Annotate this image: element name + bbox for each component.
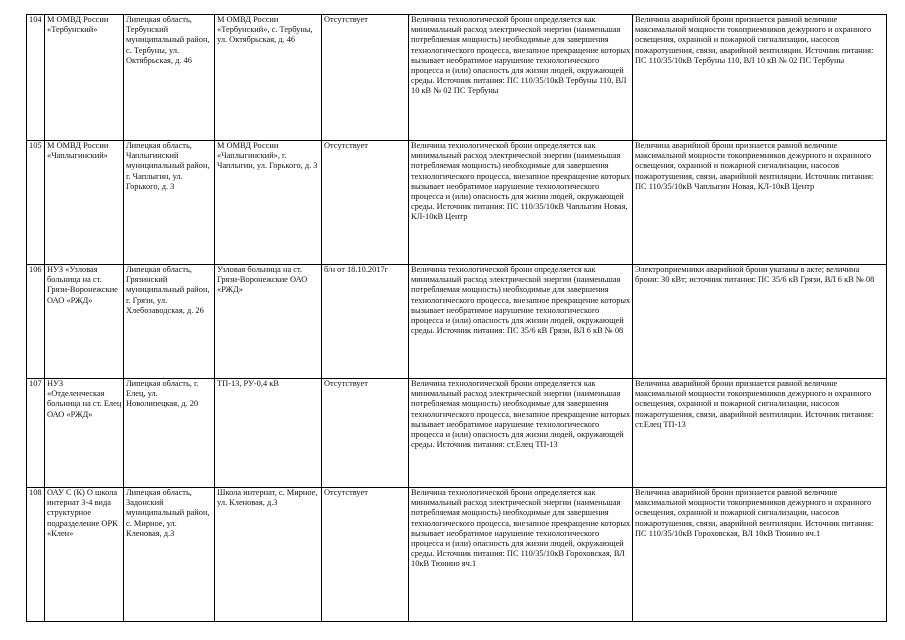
power-object: Узловая больница на ст. Грязи-Воронежские ОАО «РЖД» bbox=[215, 265, 322, 379]
act-info: Отсутствует bbox=[322, 379, 409, 488]
reservation-table bbox=[26, 14, 887, 622]
consumer-address: Липецкая область, Чаплыгинский муниципальный район, г. Чаплыгин, ул. Горького, д. 3 bbox=[124, 141, 215, 265]
table-row bbox=[27, 141, 887, 265]
row-number: 107 bbox=[27, 379, 45, 488]
power-object: М ОМВД России «Тербунский», с. Тербуны, ул. Октябрьская, д. 46 bbox=[215, 15, 322, 141]
technological-reserve: Величина технологической брони определяется как минимальный расход электрической энергии (наименьшая потребляемая мощность) необходимые для завершения технологического процесса, внезапное прекращение которых вызывает необратимое нарушение технологического процесса и (или) опасность для жизни людей, окружающей среды. Источник питания: ПС 110/35/10кВ Гороховская, ВЛ 10кВ Тюнино яч.1 bbox=[409, 488, 633, 622]
consumer-address: Липецкая область, Задонский муниципальный район, с. Мирное, ул. Кленовая, д.3 bbox=[124, 488, 215, 622]
consumer-name: М ОМВД России «Чаплыгинский» bbox=[45, 141, 124, 265]
emergency-reserve: Величина аварийной брони признается равной величине максимальной мощности токоприемников дежурного и охранного освещения, охранной и пожарной сигнализации, насосов пожаротушения, связи, аварийной вентиляции. Источник питания: ПС 110/35/10кВ Тербуны 110, ВЛ 10 кВ № 02 ПС Тербуны bbox=[633, 15, 887, 141]
power-object: ТП-13, РУ-0,4 кВ bbox=[215, 379, 322, 488]
row-number: 104 bbox=[27, 15, 45, 141]
consumer-address: Липецкая область, Грязинский муниципальный район, г. Грязи, ул. Хлебозаводская, д. 26 bbox=[124, 265, 215, 379]
technological-reserve: Величина технологической брони определяется как минимальный расход электрической энергии (наименьшая потребляемая мощность) необходимые для завершения технологического процесса, внезапное прекращение которых вызывает необратимое нарушение технологического процесса и (или) опасность для жизни людей, окружающей среды. Источник питания: ст.Елец ТП-13 bbox=[409, 379, 633, 488]
row-number: 106 bbox=[27, 265, 45, 379]
power-object: М ОМВД России «Чаплыгинский», г. Чаплыгин, ул. Горького, д. 3 bbox=[215, 141, 322, 265]
act-info: Отсутствует bbox=[322, 488, 409, 622]
technological-reserve: Величина технологической брони определяется как минимальный расход электрической энергии (наименьшая потребляемая мощность) необходимые для завершения технологического процесса, внезапное прекращение которых вызывает необратимое нарушение технологического процесса и (или) опасность для жизни людей, окружающей среды. Источник питания: ПС 110/35/10кВ Чаплыгин Новая, КЛ-10кВ Центр bbox=[409, 141, 633, 265]
row-number: 105 bbox=[27, 141, 45, 265]
consumer-name: М ОМВД России «Тербунский» bbox=[45, 15, 124, 141]
technological-reserve: Величина технологической брони определяется как минимальный расход электрической энергии (наименьшая потребляемая мощность) необходимые для завершения технологического процесса, внезапное прекращение которых вызывает необратимое нарушение технологического процесса и (или) опасность для жизни людей, окружающей среды. Источник питания: ПС 110/35/10кВ Тербуны 110, ВЛ 10 кВ № 02 ПС Тербуны bbox=[409, 15, 633, 141]
row-number: 108 bbox=[27, 488, 45, 622]
act-info: б/н от 18.10.2017г bbox=[322, 265, 409, 379]
consumer-name: НУЗ «Узловая больница на ст. Грязи-Воронежские ОАО «РЖД» bbox=[45, 265, 124, 379]
table-row bbox=[27, 488, 887, 622]
power-object: Школа интернат, с. Мирное, ул. Кленовая, д.3 bbox=[215, 488, 322, 622]
act-info: Отсутствует bbox=[322, 141, 409, 265]
table-row bbox=[27, 379, 887, 488]
emergency-reserve: Электроприемники аварийной брони указаны в акте; величина брони: 30 кВт; источник питания: ПС 35/6 кВ Грязи, ВЛ 6 кВ № 08 bbox=[633, 265, 887, 379]
consumer-name: ОАУ С (К) О школа интернат 3-4 вида структурное подразделение ОРК «Клен» bbox=[45, 488, 124, 622]
table-row bbox=[27, 15, 887, 141]
consumer-address: Липецкая область, Тербунский муниципальный район, с. Тербуны, ул. Октябрьская, д. 46 bbox=[124, 15, 215, 141]
table-row bbox=[27, 265, 887, 379]
emergency-reserve: Величина аварийной брони признается равной величине максимальной мощности токоприемников дежурного и охранного освещения, охранной и пожарной сигнализации, насосов пожаротушения, связи, аварийной вентиляции. Источник питания: ПС 110/35/10кВ Чаплыгин Новая, КЛ-10кВ Центр bbox=[633, 141, 887, 265]
emergency-reserve: Величина аварийной брони признается равной величине максимальной мощности токоприемников дежурного и охранного освещения, охранной и пожарной сигнализации, насосов пожаротушения, связи, аварийной вентиляции. Источник питания: ст.Елец ТП-13 bbox=[633, 379, 887, 488]
consumer-address: Липецкая область, г. Елец, ул. Новолипецкая, д. 20 bbox=[124, 379, 215, 488]
act-info: Отсутствует bbox=[322, 15, 409, 141]
emergency-reserve: Величина аварийной брони признается равной величине максимальной мощности токоприемников дежурного и охранного освещения, охранной и пожарной сигнализации, насосов пожаротушения, связи, аварийной вентиляции. Источник питания: ПС 110/35/10кВ Гороховская, ВЛ 10кВ Тюнино яч.1 bbox=[633, 488, 887, 622]
technological-reserve: Величина технологической брони определяется как минимальный расход электрической энергии (наименьшая потребляемая мощность) необходимые для завершения технологического процесса, внезапное прекращение которых вызывает необратимое нарушение технологического процесса и (или) опасность для жизни людей, окружающей среды. Источник питания: ПС 35/6 кВ Грязи, ВЛ 6 кВ № 08 bbox=[409, 265, 633, 379]
consumer-name: НУЗ «Отделенческая больница на ст. Елец ОАО «РЖД» bbox=[45, 379, 124, 488]
